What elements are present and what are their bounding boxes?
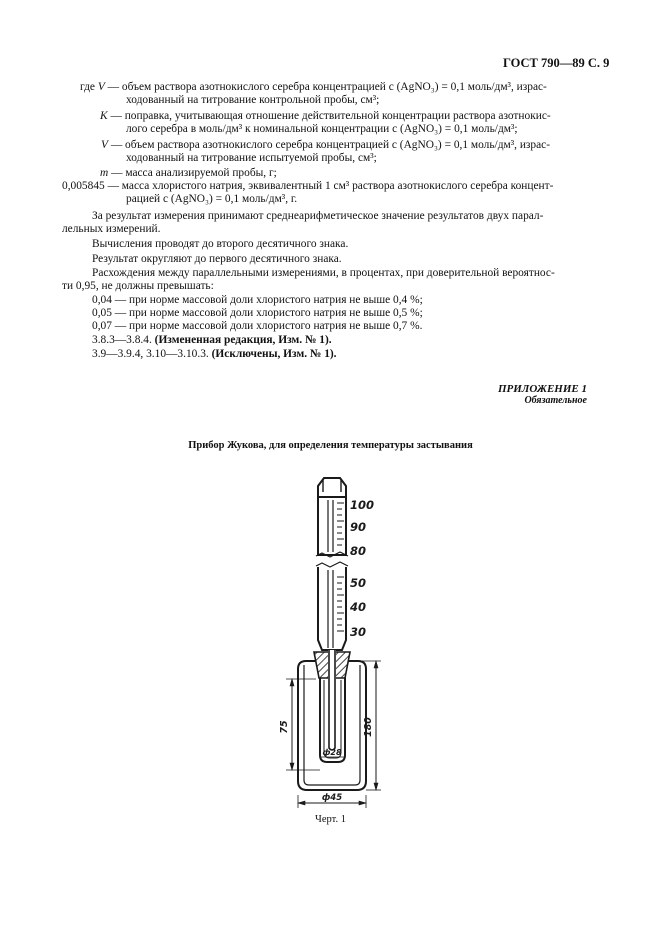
dim-label-outer-diameter: ф45 bbox=[321, 793, 343, 803]
thermometer-upper-tube bbox=[318, 497, 346, 555]
def-k-line2: лого серебра в моль/дм³ к номинальной концентрации с (AgNO₃) = 0,1 моль/дм³; bbox=[126, 123, 518, 135]
def-v2-line2: ходованный на титрование испытуемой пробы, см³; bbox=[126, 152, 377, 164]
scale-label-40: 40 bbox=[350, 600, 367, 614]
scale-ticks-lower bbox=[337, 577, 344, 631]
scale-ticks-upper bbox=[337, 503, 344, 545]
para-1-line1: За результат измерения принимают среднеарифметическое значение результатов двух парал- bbox=[92, 210, 544, 222]
test-tube-inner bbox=[324, 680, 341, 758]
scale-label-100: 100 bbox=[350, 498, 375, 512]
break-line-bottom bbox=[316, 562, 348, 567]
def-v1-line1: где V — объем раствора азотнокислого серебра концентрацией с (AgNO₃) = 0,1 моль/дм³, израс- bbox=[80, 81, 547, 93]
para-3: Результат округляют до первого десятичного знака. bbox=[92, 253, 342, 265]
def-k-term: K bbox=[100, 110, 108, 122]
def-v2-term: V bbox=[101, 139, 108, 151]
def-v2-line1: V — объем раствора азотнокислого серебра концентрацией с (AgNO₃) = 0,1 моль/дм³, израс- bbox=[101, 139, 551, 151]
revision-note-1: 3.8.3—3.8.4. (Измененная редакция, Изм. № 1). bbox=[92, 334, 332, 346]
dim-label-180: 180 bbox=[363, 717, 374, 737]
def-const-line1: 0,005845 — масса хлористого натрия, эквивалентный 1 см³ раствора азотнокислого серебра концент- bbox=[62, 180, 554, 192]
revision-note-2: 3.9—3.9.4, 3.10—3.10.3. (Исключены, Изм. № 1). bbox=[92, 348, 337, 360]
def-v1-line2: ходованный на титрование контрольной пробы, см³; bbox=[126, 94, 380, 106]
list-item-1: 0,04 — при норме массовой доли хлористого натрия не выше 0,4 %; bbox=[92, 294, 423, 306]
list-item-2: 0,05 — при норме массовой доли хлористого натрия не выше 0,5 %; bbox=[92, 307, 423, 319]
thermometer-cap-inner bbox=[323, 480, 341, 492]
thermometer-top-cap bbox=[318, 478, 346, 497]
para-4-line2: ти 0,95, не должны превышать: bbox=[62, 280, 214, 292]
figure-title: Прибор Жукова, для определения температуры застывания bbox=[188, 440, 473, 451]
para-1-line2: лельных измерений. bbox=[62, 223, 161, 235]
def-v1-term: V bbox=[97, 81, 105, 93]
list-item-3: 0,07 — при норме массовой доли хлористого натрия не выше 0,7 %. bbox=[92, 320, 423, 332]
scale-label-30: 30 bbox=[350, 625, 367, 639]
appendix-subtitle: Обязательное bbox=[524, 395, 587, 406]
outer-vessel-inner-wall bbox=[304, 665, 360, 785]
def-k-line1: K — поправка, учитывающая отношение действительной концентрации раствора азотнокис- bbox=[100, 110, 551, 122]
scale-label-80: 80 bbox=[350, 544, 367, 558]
dim-label-75: 75 bbox=[279, 720, 290, 734]
scale-label-90: 90 bbox=[350, 520, 367, 534]
para-2: Вычисления проводят до второго десятичного знака. bbox=[92, 238, 349, 250]
def-m-line1: m — масса анализируемой пробы, г; bbox=[100, 167, 277, 179]
page-header: ГОСТ 790—89 С. 9 bbox=[503, 56, 610, 70]
outer-vessel bbox=[298, 661, 366, 790]
para-4-line1: Расхождения между параллельными измерениями, в процентах, при доверительной вероятнос- bbox=[92, 267, 555, 279]
thermometer-lower-tube bbox=[318, 567, 346, 650]
figure-caption: Черт. 1 bbox=[315, 814, 346, 825]
def-const-line2: рацией с (AgNO₃) = 0,1 моль/дм³, г. bbox=[126, 193, 298, 205]
appendix-title: ПРИЛОЖЕНИЕ 1 bbox=[497, 383, 587, 395]
def-m-term: m bbox=[100, 167, 109, 179]
scale-label-50: 50 bbox=[350, 576, 367, 590]
dim-label-inner-diameter: ф28 bbox=[322, 748, 342, 757]
